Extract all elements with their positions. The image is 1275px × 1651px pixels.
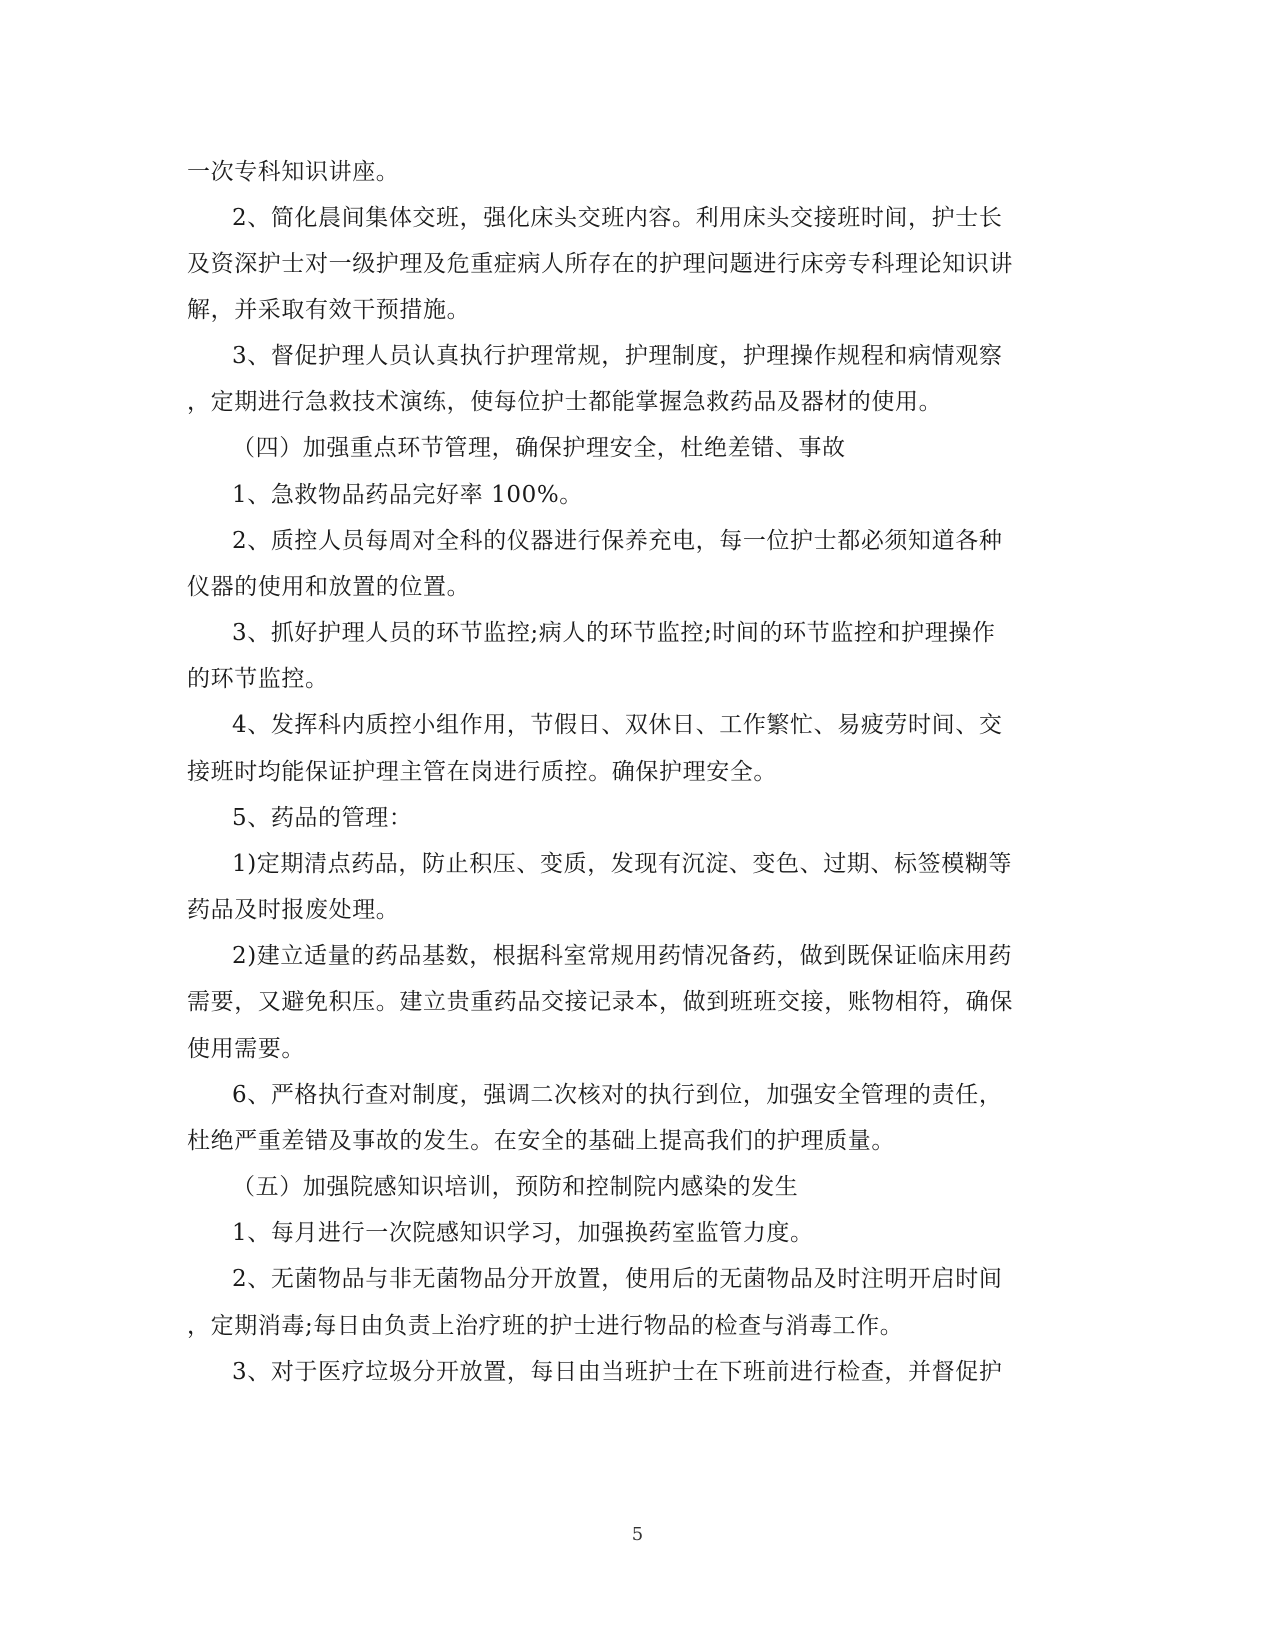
text-line: ，定期进行急救技术演练，使每位护士都能掌握急救药品及器材的使用。	[187, 389, 943, 415]
text-line: 2)建立适量的药品基数，根据科室常规用药情况备药，做到既保证临床用药	[232, 943, 1013, 969]
text-line: 需要，又避免积压。建立贵重药品交接记录本，做到班班交接，账物相符，确保	[187, 989, 1013, 1015]
section-heading: （四）加强重点环节管理，确保护理安全，杜绝差错、事故	[232, 435, 846, 461]
text-line: 2、无菌物品与非无菌物品分开放置，使用后的无菌物品及时注明开启时间	[232, 1266, 1003, 1292]
text-line: 杜绝严重差错及事故的发生。在安全的基础上提高我们的护理质量。	[187, 1128, 895, 1154]
text-line: 2、质控人员每周对全科的仪器进行保养充电，每一位护士都必须知道各种	[232, 528, 1003, 554]
text-line: 3、督促护理人员认真执行护理常规，护理制度，护理操作规程和病情观察	[232, 343, 1003, 369]
text-line: ，定期消毒;每日由负责上治疗班的护士进行物品的检查与消毒工作。	[187, 1313, 904, 1339]
text-line: 使用需要。	[187, 1036, 305, 1062]
text-line: 3、对于医疗垃圾分开放置，每日由当班护士在下班前进行检查，并督促护	[232, 1359, 1003, 1385]
text-line: 2、简化晨间集体交班，强化床头交班内容。利用床头交接班时间，护士长	[232, 205, 1003, 231]
text-line: 1、急救物品药品完好率 100%。	[232, 482, 583, 508]
section-heading: （五）加强院感知识培训，预防和控制院内感染的发生	[232, 1174, 799, 1200]
text-line: 解，并采取有效干预措施。	[187, 297, 471, 323]
text-line: 6、严格执行查对制度，强调二次核对的执行到位，加强安全管理的责任，	[232, 1082, 1003, 1108]
text-line: 一次专科知识讲座。	[187, 159, 400, 185]
text-line: 1、每月进行一次院感知识学习，加强换药室监管力度。	[232, 1220, 814, 1246]
text-line: 的环节监控。	[187, 666, 329, 692]
text-line: 3、抓好护理人员的环节监控;病人的环节监控;时间的环节监控和护理操作	[232, 620, 996, 646]
text-line: 药品及时报废处理。	[187, 897, 400, 923]
text-line: 5、药品的管理：	[232, 805, 413, 831]
page-number: 5	[631, 1524, 644, 1545]
text-line: 4、发挥科内质控小组作用，节假日、双休日、工作繁忙、易疲劳时间、交	[232, 712, 1003, 738]
text-line: 及资深护士对一级护理及危重症病人所存在的护理问题进行床旁专科理论知识讲	[187, 251, 1013, 277]
text-line: 1)定期清点药品，防止积压、变质，发现有沉淀、变色、过期、标签模糊等	[232, 851, 1013, 877]
text-line: 仪器的使用和放置的位置。	[187, 574, 471, 600]
text-line: 接班时均能保证护理主管在岗进行质控。确保护理安全。	[187, 759, 777, 785]
